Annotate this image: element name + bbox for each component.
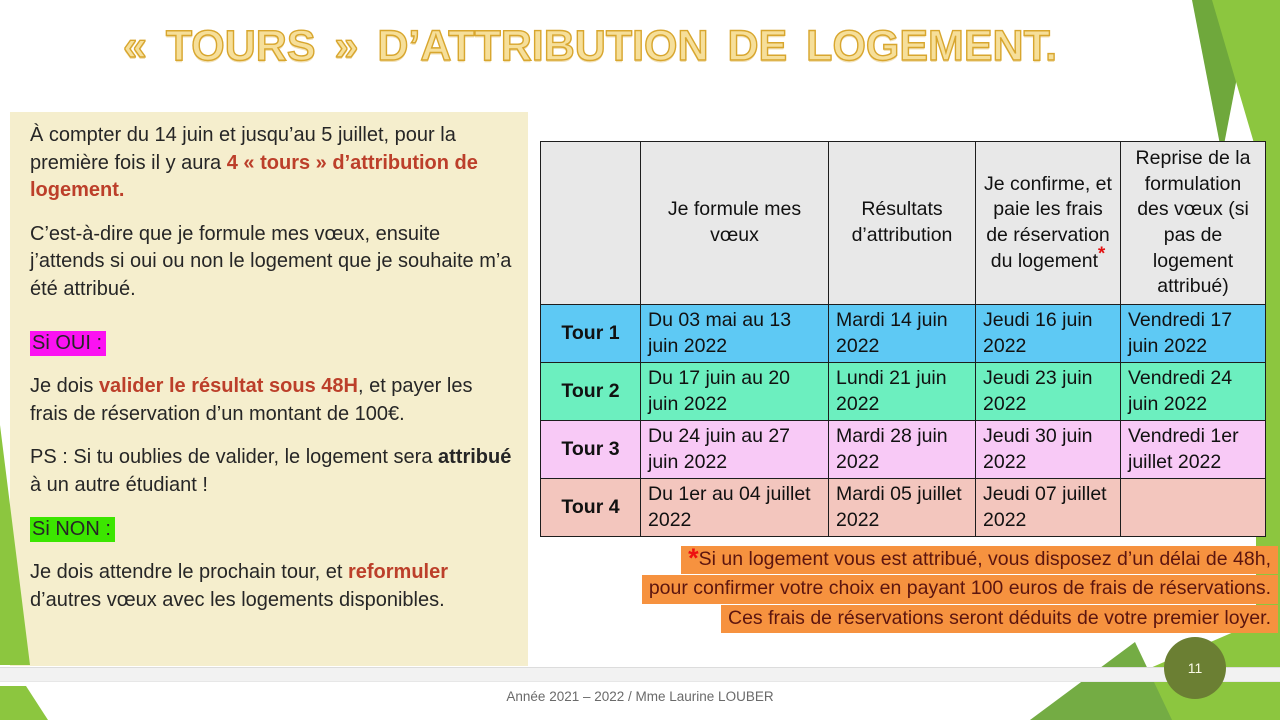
si-non-line <box>30 516 514 544</box>
table-row-tour3 <box>541 421 1266 479</box>
ps-text-a: PS : Si tu oublies de valider, le logement sera <box>30 446 439 469</box>
table-cell: Vendredi 1er juillet 2022 <box>1121 421 1266 479</box>
attribution-schedule-table <box>540 141 1266 537</box>
si-oui-accent: valider le résultat sous 48H <box>98 375 358 398</box>
footnote <box>558 543 1278 634</box>
row-label: Tour 4 <box>541 479 641 537</box>
paragraph-si-non <box>30 559 514 614</box>
table-cell: Jeudi 23 juin 2022 <box>976 363 1121 421</box>
table-cell: Vendredi 24 juin 2022 <box>1121 363 1266 421</box>
header-asterisk: * <box>1098 242 1106 264</box>
si-non-text-b: d’autres vœux avec les logements disponibles. <box>30 588 445 611</box>
table-row-tour2 <box>541 363 1266 421</box>
header-confirme-text: Je confirme, et paie les frais de réservation du logement <box>984 172 1112 272</box>
footer-credit: Année 2021 – 2022 / Mme Laurine LOUBER <box>506 689 774 704</box>
table-cell: Jeudi 30 juin 2022 <box>976 421 1121 479</box>
header-empty <box>541 142 641 305</box>
table-cell: Vendredi 17 juin 2022 <box>1121 305 1266 363</box>
footnote-line-2 <box>558 575 1278 603</box>
header-voeux: Je formule mes vœux <box>641 142 829 305</box>
ps-bold: attribué <box>438 446 512 469</box>
intro-panel <box>10 112 528 666</box>
header-confirme <box>976 142 1121 305</box>
footnote-line-3 <box>558 605 1278 633</box>
paragraph-ps <box>30 444 514 499</box>
footnote-text-2: pour confirmer votre choix en payant 100 euros de frais de réservations. <box>642 575 1278 603</box>
header-resultats: Résultats d’attribution <box>829 142 976 305</box>
row-label: Tour 1 <box>541 305 641 363</box>
si-oui-highlight: Si OUI : <box>30 331 106 356</box>
paragraph-explanation: C’est-à-dire que je formule mes vœux, ensuite j’attends si oui ou non le logement que je souhaite m’a été attribué. <box>30 222 512 300</box>
table-cell: Du 24 juin au 27 juin 2022 <box>641 421 829 479</box>
table-row-tour1 <box>541 305 1266 363</box>
table-cell: Mardi 28 juin 2022 <box>829 421 976 479</box>
ps-text-b: à un autre étudiant ! <box>30 473 208 496</box>
table-cell: Mardi 05 juillet 2022 <box>829 479 976 537</box>
table-cell: Jeudi 16 juin 2022 <box>976 305 1121 363</box>
table-header-row <box>541 142 1266 305</box>
intro-text: À compter du 14 juin et jusqu’au 5 juillet, pour la première fois il y aura <box>30 124 456 174</box>
footnote-chip <box>681 543 1278 574</box>
paragraph-intro <box>30 122 514 205</box>
header-reprise: Reprise de la formulation des vœux (si pas de logement attribué) <box>1121 142 1266 305</box>
footnote-line-1 <box>558 543 1278 574</box>
intro-accent-text: 4 « tours » d’attribution de logement. <box>30 151 478 202</box>
row-label: Tour 3 <box>541 421 641 479</box>
table-cell: Du 03 mai au 13 juin 2022 <box>641 305 829 363</box>
table-cell: Du 1er au 04 juillet 2022 <box>641 479 829 537</box>
si-oui-text-b: , et payer les frais de réservation d’un montant de 100€. <box>30 375 473 425</box>
si-oui-line <box>30 330 514 358</box>
table-cell: Lundi 21 juin 2022 <box>829 363 976 421</box>
table-cell: Jeudi 07 juillet 2022 <box>976 479 1121 537</box>
footnote-text-3: Ces frais de réservations seront déduits de votre premier loyer. <box>721 605 1278 633</box>
footnote-asterisk: * <box>688 543 699 573</box>
bottom-stripe <box>0 667 1280 682</box>
si-oui-text-a: Je dois <box>30 375 99 398</box>
paragraph-si-oui <box>30 373 514 428</box>
page-number: 11 <box>1187 660 1203 676</box>
table-cell <box>1121 479 1266 537</box>
slide-title: « TOURS » D’ATTRIBUTION DE LOGEMENT. <box>122 22 1058 70</box>
table-cell: Du 17 juin au 20 juin 2022 <box>641 363 829 421</box>
footnote-text-1: Si un logement vous est attribué, vous disposez d’un délai de 48h, <box>698 548 1271 570</box>
si-non-text-a: Je dois attendre le prochain tour, et <box>30 561 348 584</box>
table-row-tour4 <box>541 479 1266 537</box>
table-cell: Mardi 14 juin 2022 <box>829 305 976 363</box>
row-label: Tour 2 <box>541 363 641 421</box>
si-non-highlight: Si NON : <box>30 517 115 542</box>
si-non-accent: reformuler <box>347 561 449 584</box>
